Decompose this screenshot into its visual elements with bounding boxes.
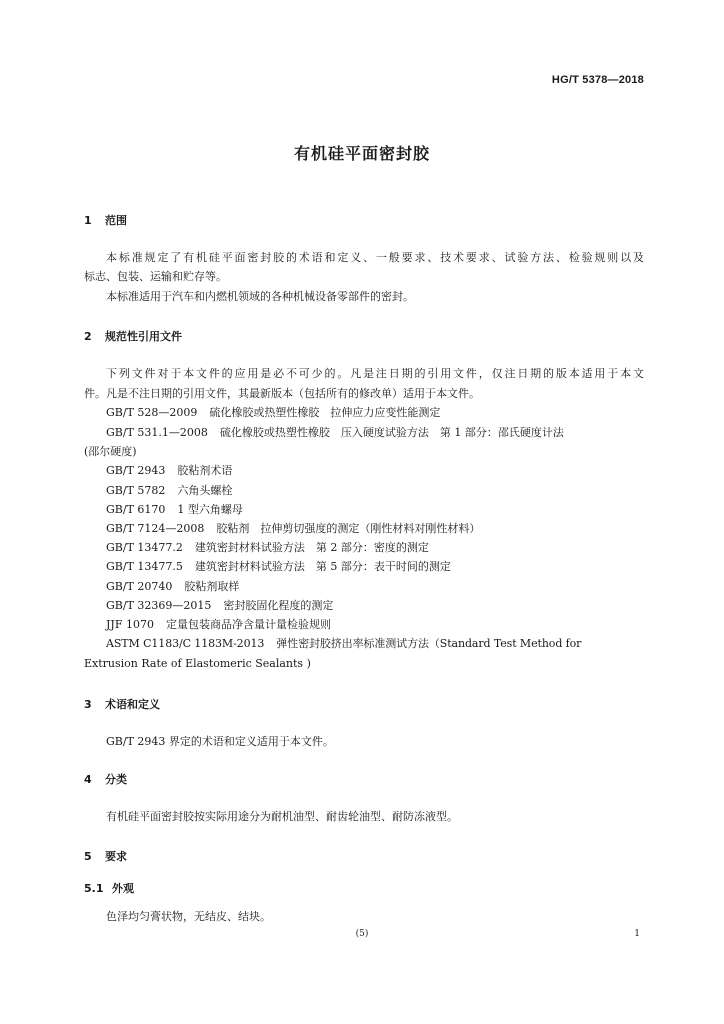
reference-code: GB/T 528—2009 [106, 406, 198, 419]
standard-code: HG/T 5378—2018 [551, 74, 644, 86]
reference-code: GB/T 13477.2 [106, 541, 183, 554]
section-title: 要求 [105, 850, 127, 863]
section-title: 范围 [105, 214, 127, 227]
references-intro-line-1: 下列文件对于本文件的应用是必不可少的。凡是注日期的引用文件，仅注日期的版本适用于本文 [106, 367, 644, 380]
classification-paragraph: 有机硅平面密封胶按实际用途分为耐机油型、耐齿轮油型、耐防冻液型。 [106, 810, 458, 823]
reference-item [106, 615, 644, 634]
reference-code: GB/T 32369—2015 [106, 599, 212, 612]
scope-paragraph-1-line-2: 标志、包装、运输和贮存等。 [84, 270, 227, 283]
section-title: 分类 [105, 773, 127, 786]
section-number: 3 [84, 698, 92, 711]
section-1-heading [84, 212, 127, 228]
reference-code: GB/T 7124—2008 [106, 522, 205, 535]
reference-item [106, 634, 644, 653]
reference-code: JJF 1070 [106, 618, 154, 631]
scope-paragraph-1-line-1: 本标准规定了有机硅平面密封胶的术语和定义、一般要求、技术要求、试验方法、检验规则以及 [106, 251, 644, 264]
reference-item [106, 481, 644, 500]
page-number-center: (5) [355, 929, 369, 939]
reference-code: GB/T 6170 [106, 503, 166, 516]
terms-paragraph: GB/T 2943 界定的术语和定义适用于本文件。 [106, 735, 334, 748]
reference-title: 1 型六角螺母 [177, 503, 243, 516]
reference-code: GB/T 20740 [106, 580, 173, 593]
reference-item [106, 461, 644, 480]
reference-title: 定量包装商品净含量计量检验规则 [165, 618, 331, 631]
reference-item [106, 557, 644, 576]
scope-paragraph-2: 本标准适用于汽车和内燃机领域的各种机械设备零部件的密封。 [106, 290, 414, 303]
reference-continuation: (邵尔硬度) [84, 445, 137, 458]
reference-item [106, 596, 644, 615]
section-4-heading [84, 771, 127, 787]
reference-item [106, 403, 644, 422]
reference-title: 建筑密封材料试验方法 第 2 部分：密度的测定 [194, 541, 429, 554]
section-2-heading [84, 328, 182, 344]
reference-item [106, 538, 644, 557]
reference-title: 六角头螺栓 [177, 484, 233, 497]
page-number-right: 1 [634, 929, 640, 939]
reference-code: GB/T 5782 [106, 484, 166, 497]
reference-title: 硫化橡胶或热塑性橡胶 拉伸应力应变性能测定 [209, 406, 441, 419]
reference-title: 胶粘剂 拉伸剪切强度的测定（刚性材料对刚性材料） [216, 522, 481, 535]
reference-code: GB/T 2943 [106, 464, 166, 477]
reference-title: 建筑密封材料试验方法 第 5 部分：表干时间的测定 [194, 560, 451, 573]
section-number: 2 [84, 330, 92, 343]
section-number: 5 [84, 850, 92, 863]
reference-item [106, 577, 644, 596]
reference-item [106, 519, 644, 538]
section-title: 术语和定义 [105, 698, 160, 711]
document-title: 有机硅平面密封胶 [293, 144, 430, 163]
references-intro-line-2: 件。凡是不注日期的引用文件，其最新版本（包括所有的修改单）适用于本文件。 [84, 387, 480, 400]
section-number: 1 [84, 214, 92, 227]
section-3-heading [84, 696, 160, 712]
appearance-paragraph: 色泽均匀膏状物，无结皮、结块。 [106, 910, 271, 923]
reference-item [106, 500, 644, 519]
reference-title: 胶粘剂取样 [184, 580, 240, 593]
reference-code: GB/T 531.1—2008 [106, 426, 208, 439]
reference-continuation: Extrusion Rate of Elastomeric Sealants ) [84, 657, 311, 670]
section-5-heading [84, 848, 127, 864]
section-number: 5.1 [84, 882, 104, 895]
reference-code: ASTM C1183/C 1183M-2013 [106, 637, 265, 650]
section-number: 4 [84, 773, 92, 786]
reference-title: 硫化橡胶或热塑性橡胶 压入硬度试验方法 第 1 部分：邵氏硬度计法 [219, 426, 564, 439]
section-title: 外观 [112, 882, 134, 895]
reference-item [106, 423, 644, 442]
section-title: 规范性引用文件 [105, 330, 182, 343]
reference-title: 胶粘剂术语 [177, 464, 233, 477]
reference-title: 弹性密封胶挤出率标准测试方法（Standard Test Method for [276, 637, 582, 650]
subsection-5-1-heading [84, 880, 134, 896]
reference-title: 密封胶固化程度的测定 [223, 599, 334, 612]
reference-code: GB/T 13477.5 [106, 560, 183, 573]
